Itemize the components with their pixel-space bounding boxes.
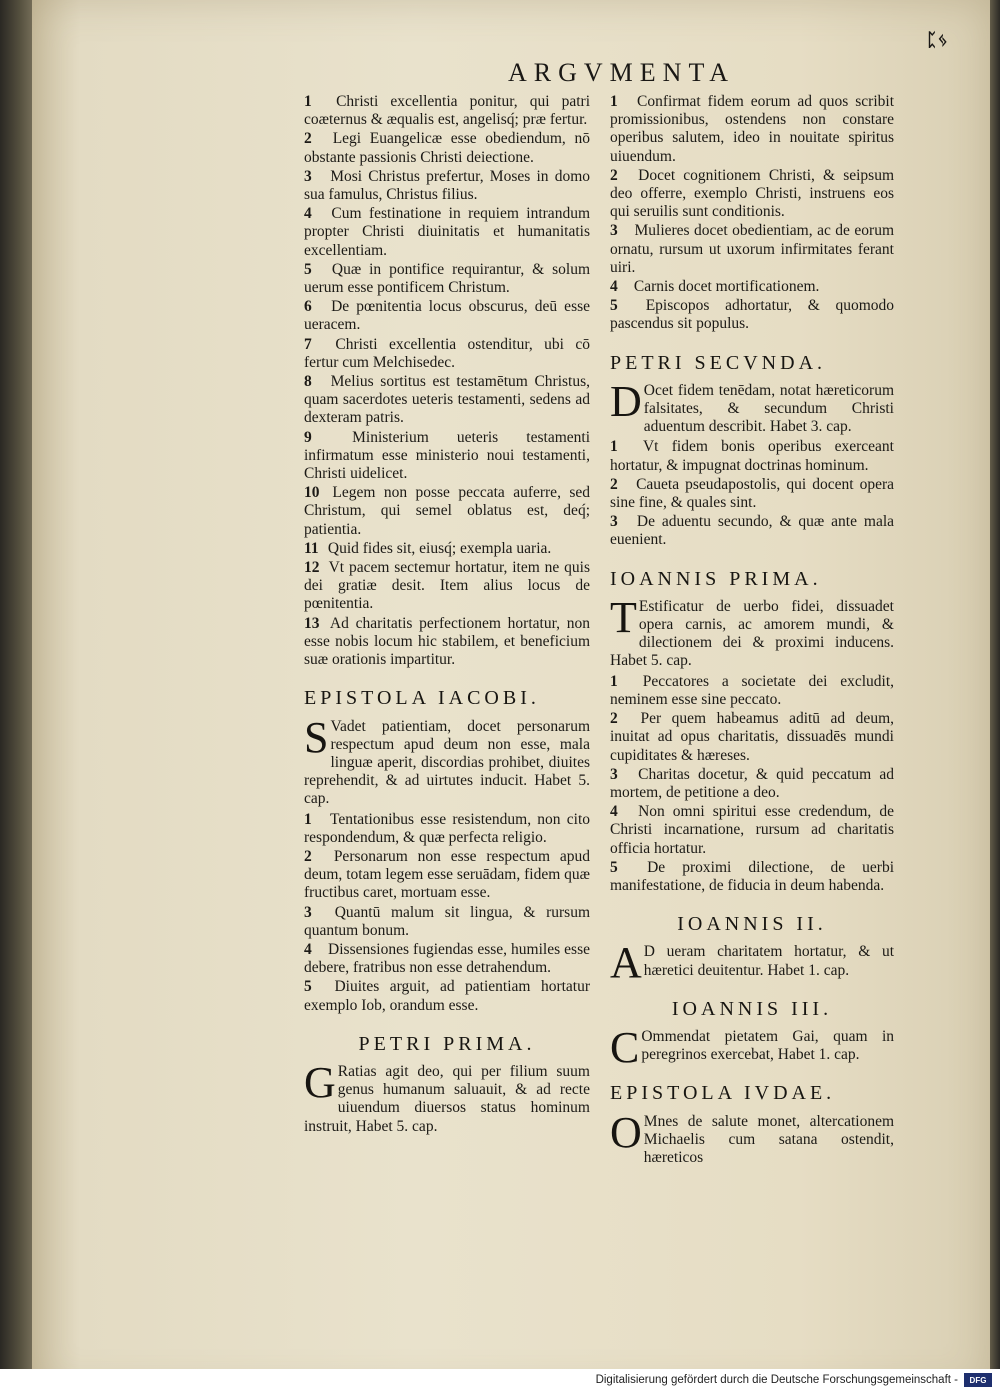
argument-entry xyxy=(610,859,894,895)
entry-text: Vt pacem sectemur hortatur, item ne quis dei gratiæ desit. Item alius locus de pœnitentia. xyxy=(304,559,590,613)
entry-number: 1 xyxy=(610,438,618,456)
drop-cap: G xyxy=(304,1057,336,1107)
entry-number: 7 xyxy=(304,335,312,353)
argument-entry xyxy=(304,941,590,977)
entry-text: Dissensiones fugiendas esse, humiles esse debere, fratribus non esse detrahendum. xyxy=(304,940,591,977)
entry-text: Charitas docetur, & quid peccatum ad mortem, de petitione a deo. xyxy=(610,765,895,801)
entry-text: Quantū malum sit lingua, & rursum quantum bonum. xyxy=(304,903,590,939)
section-summary xyxy=(304,1057,590,1136)
entry-text: De proximi dilectione, de uerbi manifestatione, de fiducia in deum habenda. xyxy=(610,858,894,894)
section-heading: EPISTOLA IACOBI. xyxy=(304,687,540,710)
entry-text: Carnis docet mortificationem. xyxy=(633,278,820,296)
argument-entry xyxy=(304,811,590,847)
entry-number: 2 xyxy=(610,166,618,184)
entry-number: 2 xyxy=(610,475,618,493)
argument-entry xyxy=(610,710,894,765)
entry-number: 5 xyxy=(304,260,312,278)
entry-number: 3 xyxy=(610,222,618,240)
entry-text: Personarum non esse respectum apud deum, totam legem esse seruādam, fidem quæ fructibus caret, mortuam esse. xyxy=(304,847,590,902)
entry-text: Per quem habeamus aditū ad deum, inuitat ad opus charitatis, dissuadēs mundi cupiditates & hæreses. xyxy=(610,710,894,764)
entry-number: 1 xyxy=(304,93,312,110)
entry-number: 2 xyxy=(304,847,312,865)
drop-cap: C xyxy=(610,1022,640,1072)
argument-entry xyxy=(610,803,894,858)
entry-text: Peccatores a societate dei excludit, neminem esse sine peccato. xyxy=(610,672,895,708)
entry-number: 5 xyxy=(610,858,618,876)
entry-text: Legi Euangelicæ esse obediendum, nō obstante passionis Christi deiectione. xyxy=(304,130,590,166)
argument-entry xyxy=(304,261,590,297)
drop-cap: T xyxy=(610,592,637,642)
page-number: ᛈᛃ xyxy=(926,30,948,50)
entry-text: Episcopos adhortatur, & quomodo pascendus sit populus. xyxy=(610,297,895,333)
entry-number: 3 xyxy=(610,513,618,531)
argument-entry xyxy=(304,484,590,539)
section-heading: IOANNIS III. xyxy=(671,997,833,1020)
argument-entry xyxy=(304,615,590,670)
right-column xyxy=(610,93,894,1169)
entry-text: Non omni spiritui esse credendum, de Christi incarnatione, rursum ad charitatis officia hortatur. xyxy=(610,803,894,857)
argument-entry xyxy=(304,540,590,558)
entry-text: Christi excellentia ostenditur, ubi cō fertur cum Melchisedec. xyxy=(304,335,591,371)
entry-number: 8 xyxy=(304,373,312,391)
entry-text: Christi excellentia ponitur, qui patri coæternus & æqualis est, angelisq́; præ fertur. xyxy=(304,93,590,129)
entry-text: Caueta pseudapostolis, qui docent opera sine fine, & quales sint. xyxy=(610,475,895,512)
drop-cap: S xyxy=(304,712,329,762)
entry-text: De pœnitentia locus obscurus, deū esse ueracem. xyxy=(304,298,591,334)
entry-number: 1 xyxy=(610,93,618,110)
argument-entry xyxy=(304,904,590,940)
entry-number: 6 xyxy=(304,298,312,316)
argument-entry xyxy=(610,513,894,549)
argument-entry xyxy=(610,93,894,166)
entry-number: 4 xyxy=(610,278,618,296)
entry-text: Ad charitatis perfectionem hortatur, non esse nobis locum hic stabilem, et beneficium suæ orationis impartitur. xyxy=(304,614,590,669)
drop-cap: D xyxy=(610,376,642,426)
summary-text: Ratias agit deo, qui per filium suum genus humanum saluauit, & ad recte uiuendum diuersos status hominum instruit, Habet 5. cap. xyxy=(304,1062,590,1135)
argument-entry xyxy=(610,167,894,222)
summary-text: Ocet fidem tenēdam, notat hæreticorum falsitates, & secundum Christi aduentum describit. Habet 3. cap. xyxy=(643,381,894,436)
entry-number: 4 xyxy=(304,940,312,958)
footer-bar xyxy=(0,1369,1000,1391)
argument-entry xyxy=(304,559,590,614)
footer-credit: Digitalisierung gefördert durch die Deutsche Forschungsgemeinschaft - xyxy=(595,1374,958,1386)
argument-entry xyxy=(304,168,590,204)
argument-entry xyxy=(304,130,590,166)
entry-number: 10 xyxy=(304,484,320,502)
argument-entry xyxy=(304,205,590,260)
entry-text: Melius sortitus est testamētum Christus, quam sacerdotes ueteris testamenti, sedens ad dexteram patris. xyxy=(304,373,590,427)
argument-entry xyxy=(304,373,590,428)
entry-text: Ministerium ueteris testamenti infirmatum esse ministerio noui testamenti, Christi uidelicet. xyxy=(304,428,591,483)
dfg-logo-icon: DFG xyxy=(964,1373,992,1387)
entry-number: 3 xyxy=(304,903,312,921)
section-heading: IOANNIS II. xyxy=(677,913,827,936)
entry-text: Tentationibus esse resistendum, non cito respondendum, & quæ perfecta religio. xyxy=(304,810,590,846)
entry-number: 4 xyxy=(610,803,618,821)
entry-number: 5 xyxy=(304,978,312,996)
entry-text: De aduentu secundo, & quæ ante mala euenient. xyxy=(610,513,895,549)
summary-text: Estificatur de uerbo fidei, dissuadet opera carnis, ac amorem mundi, & dilectionem dei & proximi inducens. Habet 5. cap. xyxy=(610,597,894,670)
argument-entry xyxy=(610,297,894,333)
argument-entry xyxy=(610,222,894,277)
entry-text: Quæ in pontifice requirantur, & solum uerum esse pontificem Christum. xyxy=(304,260,590,297)
entry-number: 2 xyxy=(304,130,312,148)
entry-number: 1 xyxy=(610,672,618,690)
entry-number: 3 xyxy=(304,167,312,185)
section-heading: PETRI PRIMA. xyxy=(358,1032,536,1055)
section-heading: IOANNIS PRIMA. xyxy=(610,567,822,590)
entry-number: 2 xyxy=(610,710,618,728)
argument-entry xyxy=(304,848,590,903)
entry-number: 1 xyxy=(304,810,312,828)
section-summary xyxy=(610,1022,894,1072)
argument-entry xyxy=(610,766,894,802)
section-summary xyxy=(610,938,894,988)
summary-text: Ommendat pietatem Gai, quam in peregrinos exercebat, Habet 1. cap. xyxy=(641,1027,894,1064)
section-summary xyxy=(304,712,590,809)
entry-number: 4 xyxy=(304,205,312,223)
entry-number: 3 xyxy=(610,765,618,783)
argument-entry xyxy=(304,429,590,484)
entry-text: Vt fidem bonis operibus exerceant hortatur, & impugnat doctrinas hominum. xyxy=(610,438,894,474)
summary-text: D ueram charitatem hortatur, & ut hæretici deuitentur. Habet 1. cap. xyxy=(643,943,894,979)
entry-number: 11 xyxy=(304,539,319,557)
argument-entry xyxy=(304,336,590,372)
argument-entry xyxy=(610,673,894,709)
argument-entry xyxy=(304,93,590,129)
entry-text: Docet cognitionem Christi, & seipsum deo offerre, exemplo Christi, instruens eos qui seruilis sunt conditionis. xyxy=(610,166,895,221)
entry-text: Confirmat fidem eorum ad quos scribit promissionibus, ostendens non constare operibus salutem, ideo in nouitate spiritus uiuendum. xyxy=(610,93,894,165)
scan-edge-left xyxy=(0,0,36,1391)
entry-number: 13 xyxy=(304,614,320,632)
summary-text: Vadet patientiam, docet personarum respectum apud deum non esse, mala linguæ aperit, discordias prohibet, diuites reprehendit, & ad uirtutes inducit. Habet 5. cap. xyxy=(304,717,590,808)
summary-text: Mnes de salute monet, altercationem Michaelis cum satana ostendit, hæreticos xyxy=(643,1112,894,1166)
drop-cap: A xyxy=(610,938,642,988)
entry-text: Diuites arguit, ad patientiam hortatur exemplo Iob, orandum esse. xyxy=(304,978,591,1014)
argument-entry xyxy=(610,438,894,474)
argument-entry xyxy=(610,278,894,296)
entry-number: 9 xyxy=(304,428,312,446)
left-column xyxy=(304,93,590,1138)
entry-text: Cum festinatione in requiem intrandum propter Christi diuinitatis et humanitatis excellentiam. xyxy=(304,205,590,259)
entry-number: 5 xyxy=(610,297,618,315)
section-heading: PETRI SECVNDA. xyxy=(610,351,827,374)
entry-text: Legem non posse peccata auferre, sed Christum, qui semel oblatus est, deq́; patientia. xyxy=(304,484,591,538)
argument-entry xyxy=(304,978,590,1014)
entry-number: 12 xyxy=(304,559,320,577)
entry-text: Quid fides sit, eiusq́; exempla uaria. xyxy=(327,539,552,557)
section-summary xyxy=(610,1107,894,1168)
argument-entry xyxy=(304,298,590,334)
entry-text: Mulieres docet obedientiam, ac de eorum ornatu, rursum ut uxorum infirmitates ferant uiri. xyxy=(610,222,895,276)
argument-entry xyxy=(610,476,894,512)
section-summary xyxy=(610,592,894,671)
running-head: ARGVMENTA xyxy=(508,58,736,87)
section-summary xyxy=(610,376,894,437)
section-heading: EPISTOLA IVDAE. xyxy=(610,1082,836,1105)
entry-text: Mosi Christus prefertur, Moses in domo sua famulus, Christus filius. xyxy=(304,167,591,204)
drop-cap: O xyxy=(610,1107,642,1157)
